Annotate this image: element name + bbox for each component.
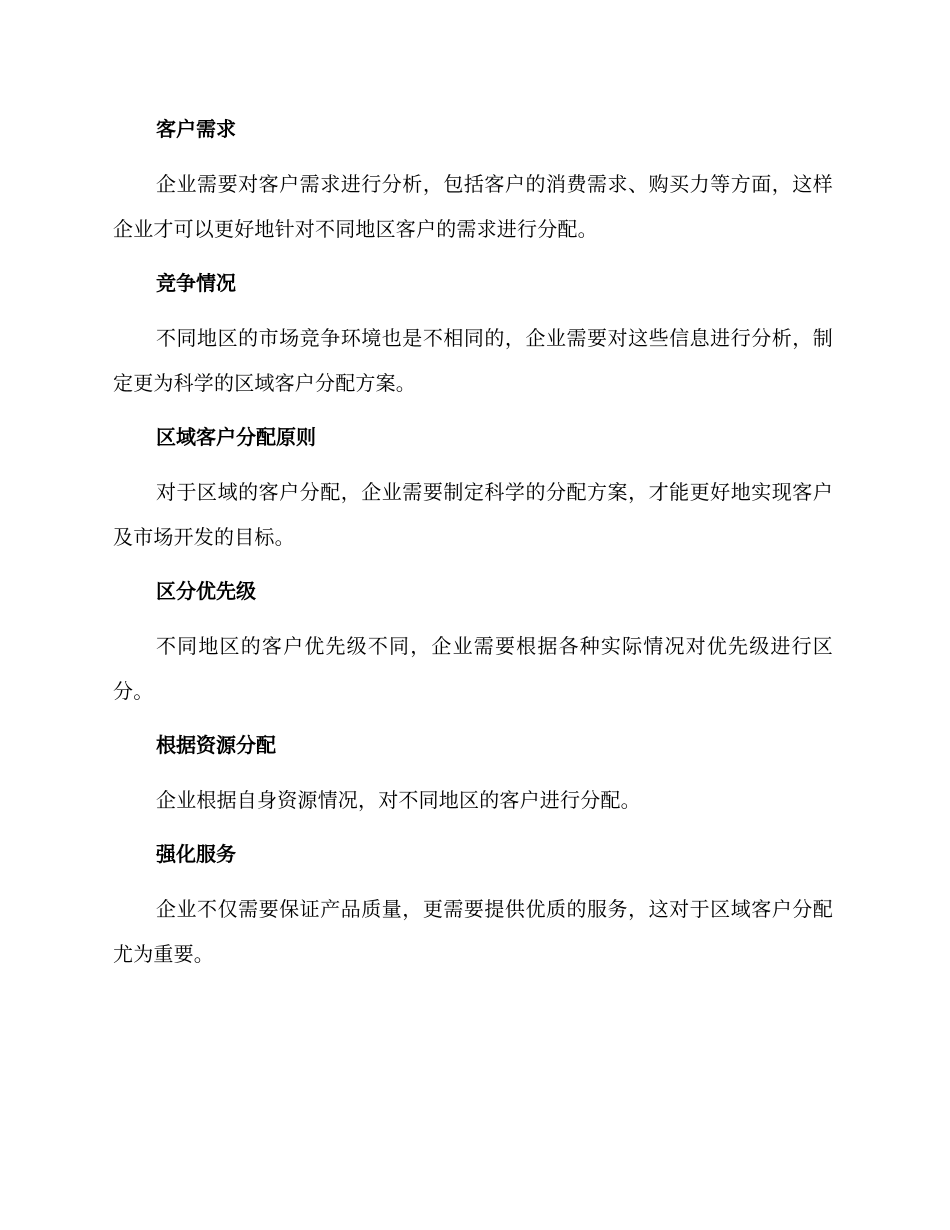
document-body — [113, 113, 833, 977]
section-paragraph: 对于区域的客户分配，企业需要制定科学的分配方案，才能更好地实现客户及市场开发的目标。 — [113, 480, 833, 549]
section-heading: 区分优先级 — [156, 579, 256, 603]
section-resource-allocation — [113, 729, 833, 823]
section-paragraph: 企业根据自身资源情况，对不同地区的客户进行分配。 — [156, 788, 641, 812]
section-priority — [113, 575, 833, 714]
section-heading: 区域客户分配原则 — [156, 425, 316, 449]
section-heading: 竞争情况 — [156, 271, 236, 295]
section-heading: 根据资源分配 — [156, 733, 276, 757]
section-customer-demand — [113, 113, 833, 252]
section-service — [113, 838, 833, 977]
section-allocation-principles — [113, 421, 833, 560]
section-paragraph: 企业需要对客户需求进行分析，包括客户的消费需求、购买力等方面，这样企业才可以更好地针对不同地区客户的需求进行分配。 — [113, 172, 833, 241]
section-heading: 强化服务 — [156, 842, 236, 866]
section-heading: 客户需求 — [156, 117, 236, 141]
section-paragraph: 企业不仅需要保证产品质量，更需要提供优质的服务，这对于区域客户分配尤为重要。 — [113, 897, 833, 966]
section-paragraph: 不同地区的客户优先级不同，企业需要根据各种实际情况对优先级进行区分。 — [113, 634, 833, 703]
section-competition — [113, 267, 833, 406]
section-paragraph: 不同地区的市场竞争环境也是不相同的，企业需要对这些信息进行分析，制定更为科学的区域客户分配方案。 — [113, 326, 833, 395]
